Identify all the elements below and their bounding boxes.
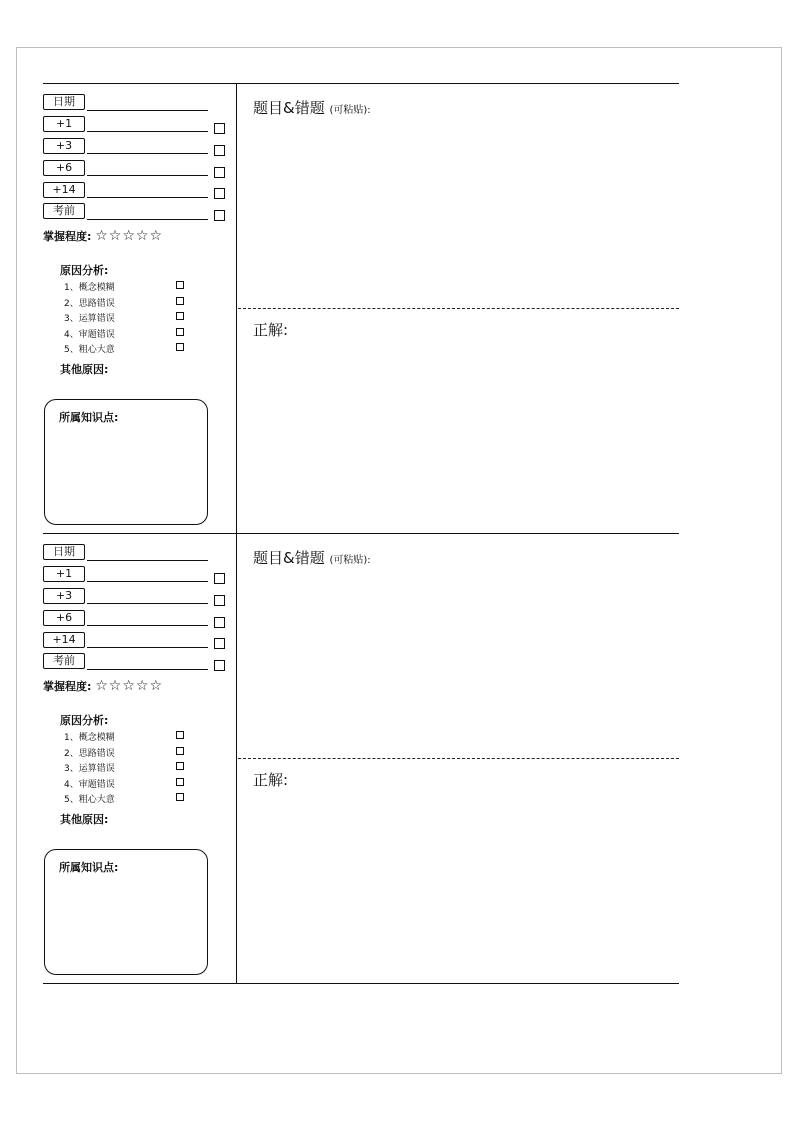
question-paste-hint: (可粘贴): xyxy=(329,105,371,116)
reason-checkbox[interactable] xyxy=(176,312,184,320)
reason-checkbox[interactable] xyxy=(176,778,184,786)
question-answer-divider xyxy=(238,758,679,759)
review-checkbox-day14[interactable] xyxy=(214,638,225,649)
review-checkbox-before-exam[interactable] xyxy=(214,210,225,221)
review-checkbox-day14[interactable] xyxy=(214,188,225,199)
reason-analysis-title: 原因分析: xyxy=(60,714,109,727)
reason-checkbox[interactable] xyxy=(176,731,184,739)
review-field-before-exam[interactable] xyxy=(87,669,208,670)
knowledge-point-box[interactable] xyxy=(44,849,208,975)
mastery-star-rating[interactable]: ☆☆☆☆☆ xyxy=(95,228,164,244)
review-label-day3: +3 xyxy=(43,588,85,604)
question-title xyxy=(253,547,371,568)
reason-checkbox[interactable] xyxy=(176,793,184,801)
reason-checkbox[interactable] xyxy=(176,328,184,336)
review-field-day3[interactable] xyxy=(87,603,208,604)
reason-item: 4、审题错误 xyxy=(64,330,115,340)
review-label-day6: +6 xyxy=(43,610,85,626)
mastery-row xyxy=(43,228,163,244)
question-title-text: 题目&错题 xyxy=(253,549,325,567)
review-field-day6[interactable] xyxy=(87,625,208,626)
question-paste-hint: (可粘贴): xyxy=(329,555,371,566)
knowledge-point-label: 所属知识点: xyxy=(59,861,119,874)
review-checkbox-day1[interactable] xyxy=(214,123,225,134)
review-field-day6[interactable] xyxy=(87,175,208,176)
review-label-day6: +6 xyxy=(43,160,85,176)
mastery-star-rating[interactable]: ☆☆☆☆☆ xyxy=(95,678,164,694)
date-field[interactable] xyxy=(87,560,208,561)
review-field-before-exam[interactable] xyxy=(87,219,208,220)
review-checkbox-day6[interactable] xyxy=(214,167,225,178)
review-label-before-exam: 考前 xyxy=(43,203,85,219)
reason-item: 3、运算错误 xyxy=(64,764,115,774)
reason-item: 2、思路错误 xyxy=(64,299,115,309)
review-field-day1[interactable] xyxy=(87,581,208,582)
review-label-day1: +1 xyxy=(43,566,85,582)
date-field[interactable] xyxy=(87,110,208,111)
mastery-label: 掌握程度: xyxy=(43,680,92,693)
reason-item: 5、粗心大意 xyxy=(64,345,115,355)
block-divider-line xyxy=(43,533,679,534)
review-checkbox-day6[interactable] xyxy=(214,617,225,628)
review-label-day14: +14 xyxy=(43,182,85,198)
knowledge-point-box[interactable] xyxy=(44,399,208,525)
date-label: 日期 xyxy=(43,94,85,110)
review-field-day1[interactable] xyxy=(87,131,208,132)
review-label-before-exam: 考前 xyxy=(43,653,85,669)
review-checkbox-before-exam[interactable] xyxy=(214,660,225,671)
review-checkbox-day3[interactable] xyxy=(214,145,225,156)
review-label-day1: +1 xyxy=(43,116,85,132)
top-border-line xyxy=(43,83,679,84)
answer-title: 正解: xyxy=(253,321,289,339)
review-checkbox-day3[interactable] xyxy=(214,595,225,606)
question-answer-divider xyxy=(238,308,679,309)
answer-title: 正解: xyxy=(253,771,289,789)
review-field-day3[interactable] xyxy=(87,153,208,154)
question-title-text: 题目&错题 xyxy=(253,99,325,117)
review-label-day3: +3 xyxy=(43,138,85,154)
knowledge-point-label: 所属知识点: xyxy=(59,411,119,424)
reason-item: 2、思路错误 xyxy=(64,749,115,759)
column-divider-line xyxy=(236,84,237,984)
reason-item: 4、审题错误 xyxy=(64,780,115,790)
reason-checkbox[interactable] xyxy=(176,281,184,289)
reason-checkbox[interactable] xyxy=(176,762,184,770)
date-label: 日期 xyxy=(43,544,85,560)
reason-analysis-title: 原因分析: xyxy=(60,264,109,277)
other-reason-label: 其他原因: xyxy=(60,813,109,826)
reason-checkbox[interactable] xyxy=(176,297,184,305)
reason-item: 1、概念模糊 xyxy=(64,733,115,743)
other-reason-label: 其他原因: xyxy=(60,363,109,376)
bottom-border-line xyxy=(43,983,679,984)
review-field-day14[interactable] xyxy=(87,197,208,198)
mastery-label: 掌握程度: xyxy=(43,230,92,243)
reason-item: 3、运算错误 xyxy=(64,314,115,324)
mastery-row xyxy=(43,678,163,694)
reason-checkbox[interactable] xyxy=(176,343,184,351)
review-checkbox-day1[interactable] xyxy=(214,573,225,584)
reason-item: 1、概念模糊 xyxy=(64,283,115,293)
reason-item: 5、粗心大意 xyxy=(64,795,115,805)
review-label-day14: +14 xyxy=(43,632,85,648)
question-title xyxy=(253,97,371,118)
review-field-day14[interactable] xyxy=(87,647,208,648)
reason-checkbox[interactable] xyxy=(176,747,184,755)
